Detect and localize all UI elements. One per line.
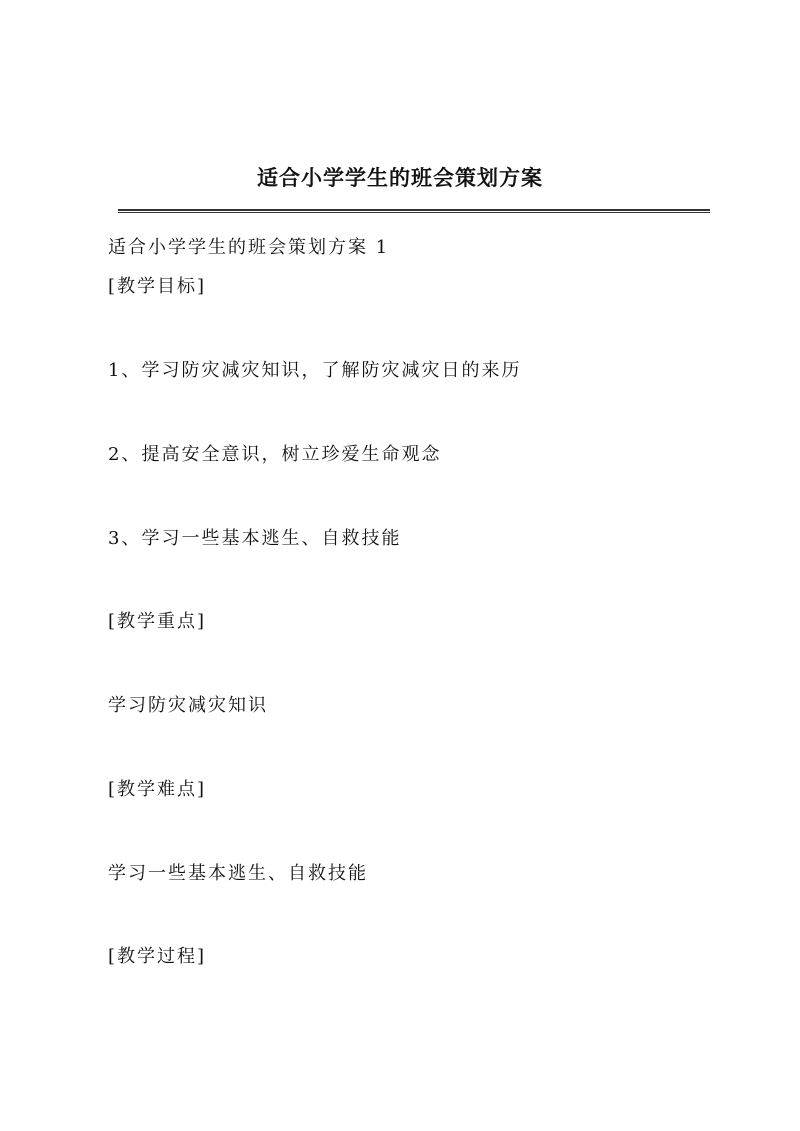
goal-item-1: 1、学习防灾减灾知识，了解防灾减灾日的来历 [108,360,522,381]
page-title: 适合小学学生的班会策划方案 [257,165,543,190]
teaching-focus-text: 学习防灾减灾知识 [108,695,268,716]
goal-item-3: 3、学习一些基本逃生、自救技能 [108,528,402,549]
section-heading: 适合小学学生的班会策划方案 1 [108,237,390,258]
teaching-goals-heading: [教学目标] [108,276,207,297]
teaching-difficulty-text: 学习一些基本逃生、自救技能 [108,863,368,884]
teaching-difficulty-heading: [教学难点] [108,779,207,800]
teaching-focus-heading: [教学重点] [108,611,207,632]
goal-item-2: 2、提高安全意识，树立珍爱生命观念 [108,444,442,465]
teaching-process-heading: [教学过程] [108,946,207,967]
title-divider [118,209,710,213]
